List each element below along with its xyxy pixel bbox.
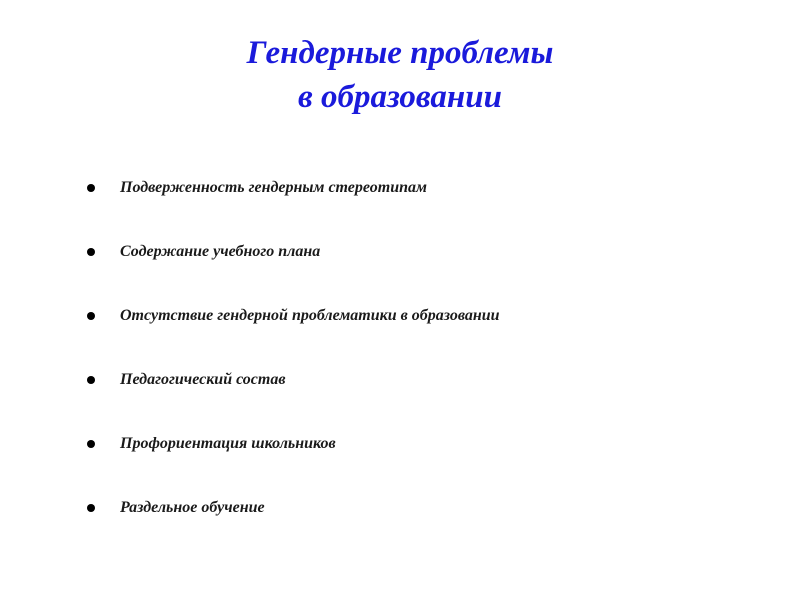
title-line-2: в образовании xyxy=(298,79,502,115)
list-item xyxy=(0,300,800,332)
bullet-icon xyxy=(87,312,95,320)
list-item xyxy=(0,172,800,204)
bullet-text: Раздельное обучение xyxy=(120,499,265,516)
title-line-1: Гендерные проблемы xyxy=(246,35,554,71)
bullet-text: Подверженность гендерным стереотипам xyxy=(120,179,427,196)
list-item xyxy=(0,364,800,396)
bullet-text: Педагогический состав xyxy=(120,371,286,388)
bullet-icon xyxy=(87,184,95,192)
list-item xyxy=(0,428,800,460)
bullet-text: Содержание учебного плана xyxy=(120,243,321,260)
bullet-icon xyxy=(87,504,95,512)
bullet-icon xyxy=(87,376,95,384)
bullet-text: Профориентация школьников xyxy=(120,435,336,452)
bullet-icon xyxy=(87,440,95,448)
bullet-text: Отсутствие гендерной проблематики в образовании xyxy=(120,307,500,324)
list-item xyxy=(0,236,800,268)
bullet-icon xyxy=(87,248,95,256)
bullet-list xyxy=(0,172,800,556)
slide-title xyxy=(0,31,800,119)
list-item xyxy=(0,492,800,524)
